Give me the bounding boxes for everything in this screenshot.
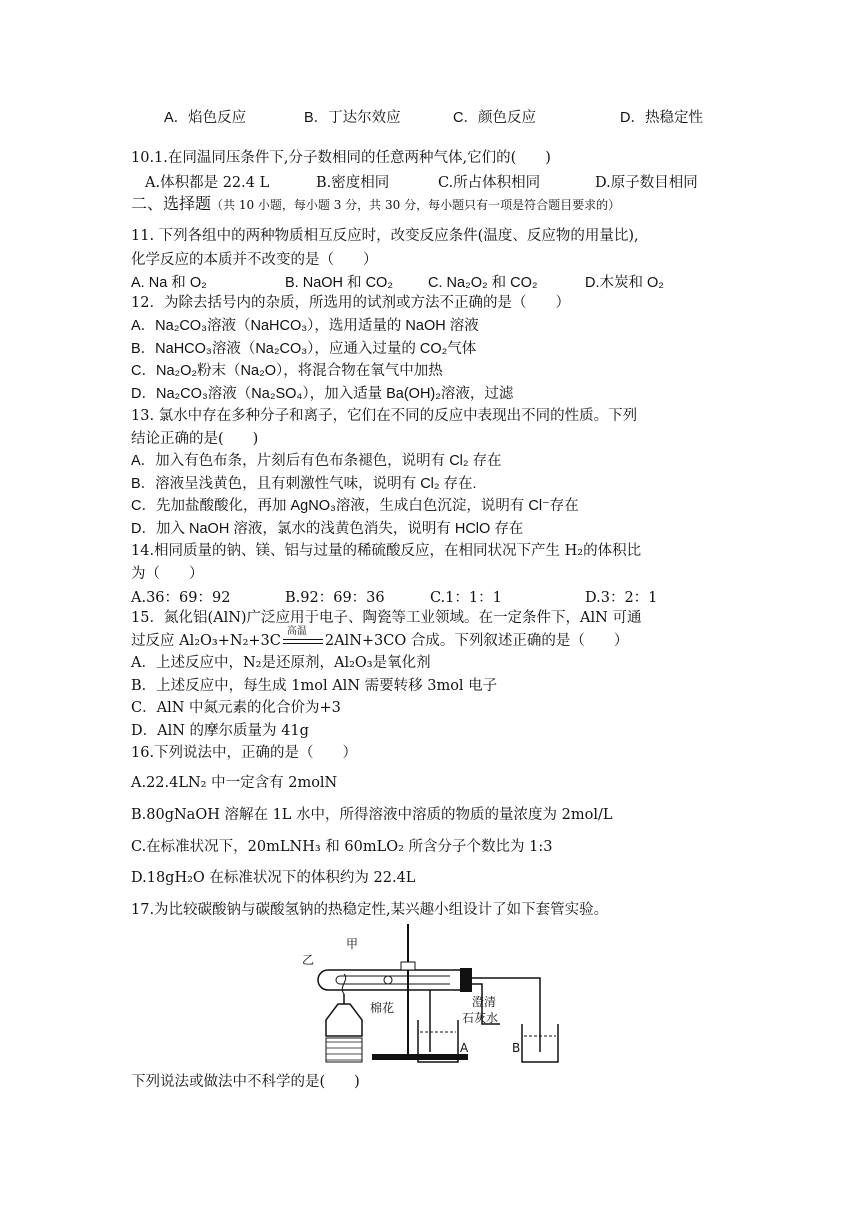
inner-tube [340,976,450,984]
q11-option-c: C. Na₂O₂ 和 CO₂ [428,275,538,291]
label-b: B [512,1041,521,1055]
q10-option-b: B.密度相同 [316,175,390,191]
q15-option-a: A．上述反应中，N₂是还原剂，Al₂O₃是氧化剂 [131,655,431,671]
q12-option-b: B．NaHCO₃溶液（Na₂CO₃），应通入过量的 CO₂气体 [131,341,477,357]
q12-option-a: A．Na₂CO₃溶液（NaHCO₃），选用适量的 NaOH 溶液 [131,318,479,334]
q12-option-d: D．Na₂CO₃溶液（Na₂SO₄），加入适量 Ba(OH)₂溶液，过滤 [131,386,514,402]
q15-option-b: B．上述反应中，每生成 1mol AlN 需要转移 3mol 电子 [131,678,498,694]
reaction-arrow [281,626,325,648]
q13-line1: 13. 氯水中存在多种分子和离子，它们在不同的反应中表现出不同的性质。下列 [131,408,638,424]
stopper [460,968,472,992]
q16-option-c: C.在标准状况下，20mLNH₃ 和 60mLO₂ 所含分子个数比为 1:3 [131,839,553,855]
q14-option-c: C.1：1：1 [430,590,502,606]
apparatus-diagram [300,920,570,1066]
lamp-block [326,1038,362,1062]
outer-tube [328,970,460,990]
q12-stem: 12．为除去括号内的杂质，所选用的试剂或方法不正确的是（ ） [131,295,570,311]
q17-after: 下列说法或做法中不科学的是( ) [131,1074,360,1090]
q13-option-a: A．加入有色布条，片刻后有色布条褪色，说明有 Cl₂ 存在 [131,453,502,469]
q14-option-a: A.36：69：92 [131,590,231,606]
q16-option-d: D.18gH₂O 在标准状况下的体积约为 22.4L [131,870,416,886]
q9-option-c: C．颜色反应 [453,110,536,126]
label-yi: 乙 [302,953,315,967]
label-a: A [460,1041,469,1055]
outer-tube-end [318,970,328,990]
q11-option-a: A. Na 和 O₂ [131,275,207,291]
q15-option-d: D．AlN 的摩尔质量为 41g [131,723,309,739]
stand-base [372,1054,468,1060]
q10-stem: 10.1.在同温同压条件下,分子数相同的任意两种气体,它们的( ) [131,150,551,166]
cotton-mark [384,976,392,984]
equals-top-line [283,639,323,640]
label-jia: 甲 [346,937,359,951]
q14-option-b: B.92：69：36 [285,590,385,606]
q13-line2: 结论正确的是( ) [131,431,259,447]
label-mianhua: 棉花 [370,1001,395,1015]
q10-option-a: A.体积都是 22.4 L [145,175,270,191]
inner-tube-end [336,976,340,984]
q15-reaction-reactants: 过反应 Al₂O₃+N₂+3C [131,633,281,649]
alcohol-lamp [326,994,362,1036]
q16-option-b: B.80gNaOH 溶解在 1L 水中，所得溶液中溶质的物质的量浓度为 2mol/L [131,807,613,823]
q9-option-b: B．丁达尔效应 [304,110,401,126]
q13-option-b: B．溶液呈浅黄色，且有刺激性气味，说明有 Cl₂ 存在. [131,476,477,492]
section-title: 二、选择题 [131,194,212,213]
q14-option-d: D.3：2：1 [585,590,658,606]
q15-line1: 15．氮化铝(AlN)广泛应用于电子、陶瓷等工业领域。在一定条件下，AlN 可通 [131,610,642,626]
q15-reaction-products: 2AlN+3CO 合成。下列叙述正确的是（ ） [324,633,629,649]
q11-option-b: B. NaOH 和 CO₂ [285,275,393,291]
q11-line2: 化学反应的本质并不改变的是（ ） [131,252,378,268]
q16-stem: 16.下列说法中，正确的是（ ） [131,745,358,761]
equals-bottom-line [283,643,323,644]
q17-stem: 17.为比较碳酸钠与碳酸氢钠的热稳定性,某兴趣小组设计了如下套管实验。 [131,902,609,918]
q13-option-c: C．先加盐酸酸化，再加 AgNO₃溶液，生成白色沉淀，说明有 Cl⁻存在 [131,498,579,514]
q11-line1: 11. 下列各组中的两种物质相互反应时，改变反应条件(温度、反应物的用量比), [131,228,639,244]
q15-option-c: C．AlN 中氮元素的化合价为+3 [131,700,341,716]
clamp [401,962,415,970]
q16-option-a: A.22.4LN₂ 中一定含有 2molN [131,775,338,791]
q9-option-a: A．焰色反应 [164,110,247,126]
section-note: （共 10 小题，每小题 3 分，共 30 分，每小题只有一项是符合题目要求的） [211,198,621,212]
q10-option-d: D.原子数目相同 [595,175,698,191]
q14-line1: 14.相同质量的钠、镁、铝与过量的稀硫酸反应，在相同状况下产生 H₂的体积比 [131,543,642,559]
q9-option-d: D．热稳定性 [620,110,703,126]
q13-option-d: D．加入 NaOH 溶液，氯水的浅黄色消失，说明有 HClO 存在 [131,521,524,537]
reaction-condition: 高温 [286,626,307,637]
section-heading [131,194,620,215]
label-shihuishui: 石灰水 [462,1011,499,1025]
label-chengqing: 澄清 [472,995,497,1009]
q11-option-d: D.木炭和 O₂ [585,275,664,291]
q14-line2: 为（ ） [131,566,204,582]
q12-option-c: C．Na₂O₂粉末（Na₂O），将混合物在氧气中加热 [131,363,443,379]
q15-line2 [131,626,629,651]
q10-option-c: C.所占体积相同 [438,175,541,191]
